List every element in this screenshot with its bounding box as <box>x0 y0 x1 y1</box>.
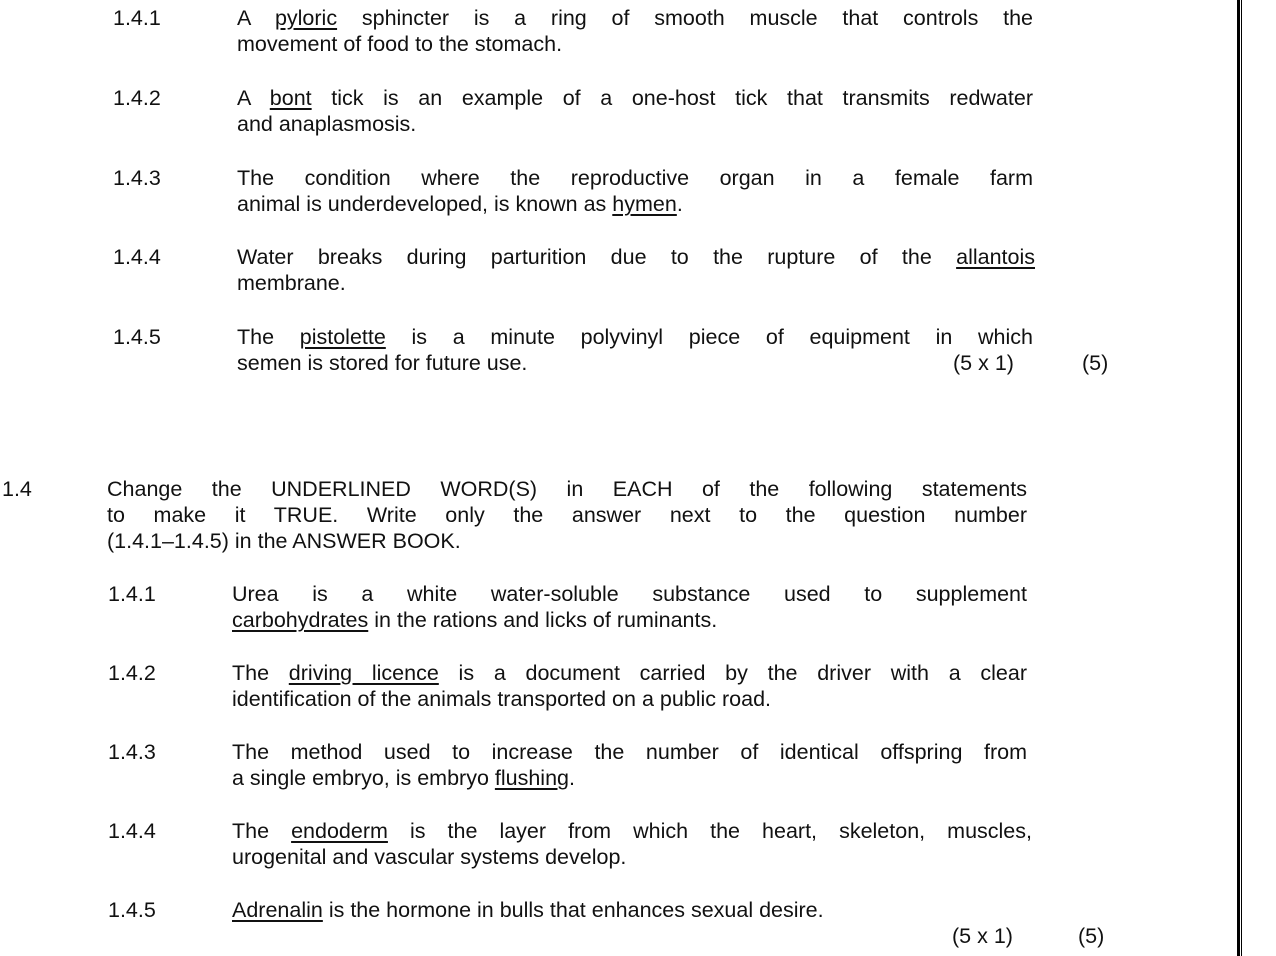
question-text <box>232 897 1027 923</box>
instruction-line: to make it TRUE. Write only the answer next to the question number <box>107 503 1027 527</box>
text-line: Water breaks during parturition due to the rupture of the allantois <box>237 245 1035 269</box>
text-line: carbohydrates in the rations and licks of ruminants. <box>232 608 718 632</box>
underlined-word: endoderm <box>291 819 388 843</box>
underlined-word: hymen <box>612 192 677 216</box>
text-line: A bont tick is an example of a one-host tick that transmits redwater <box>237 86 1033 110</box>
text-line: Adrenalin is the hormone in bulls that enhances sexual desire. <box>232 898 824 922</box>
text-line: urogenital and vascular systems develop. <box>232 845 627 869</box>
marks-total: (5) <box>1078 924 1105 948</box>
text-line: The endoderm is the layer from which the heart, skeleton, muscles, <box>232 819 1032 843</box>
question-text <box>232 818 1032 870</box>
question-number: 1.4.3 <box>108 740 156 764</box>
text-line: The pistolette is a minute polyvinyl piece of equipment in which <box>237 325 1033 349</box>
section-number: 1.4 <box>2 477 32 501</box>
question-text <box>237 165 1033 217</box>
marks-total: (5) <box>1082 351 1109 375</box>
text-line: Urea is a white water-soluble substance used to supplement <box>232 582 1027 606</box>
question-text <box>232 581 1027 633</box>
question-text <box>237 5 1033 57</box>
text-line: semen is stored for future use. <box>237 351 528 375</box>
question-number: 1.4.4 <box>113 245 161 269</box>
instruction-line: (1.4.1–1.4.5) in the ANSWER BOOK. <box>107 529 461 553</box>
text-line: The method used to increase the number of identical offspring from <box>232 740 1027 764</box>
underlined-word: pyloric <box>274 6 338 30</box>
page-border-thin <box>1241 0 1242 956</box>
question-number: 1.4.5 <box>113 325 161 349</box>
question-text <box>232 739 1027 791</box>
underlined-word: carbohydrates <box>232 608 369 632</box>
text-line: identification of the animals transported on a public road. <box>232 687 772 711</box>
text-line: The driving licence is a document carried by the driver with a clear <box>232 661 1027 685</box>
underlined-word: bont <box>269 86 312 110</box>
text-line: and anaplasmosis. <box>237 112 417 136</box>
question-number: 1.4.2 <box>113 86 161 110</box>
underlined-word: pistolette <box>299 325 386 349</box>
page-border-thick <box>1237 0 1240 956</box>
underlined-word: Adrenalin <box>232 898 323 922</box>
question-text <box>237 85 1033 137</box>
text-line: a single embryo, is embryo flushing. <box>232 766 575 790</box>
question-number: 1.4.1 <box>113 6 161 30</box>
instruction-line: Change the UNDERLINED WORD(S) in EACH of the following statements <box>107 477 1027 501</box>
text-line: movement of food to the stomach. <box>237 32 563 56</box>
question-text <box>237 324 1033 376</box>
question-number: 1.4.3 <box>113 166 161 190</box>
section-instructions <box>107 476 1027 554</box>
question-number: 1.4.5 <box>108 898 156 922</box>
underlined-word: driving licence <box>288 661 439 685</box>
question-text <box>237 244 1035 296</box>
underlined-word: allantois <box>956 245 1035 269</box>
text-line: membrane. <box>237 271 346 295</box>
text-line: The condition where the reproductive organ in a female farm <box>237 166 1033 190</box>
question-number: 1.4.4 <box>108 819 156 843</box>
marks-calculation: (5 x 1) <box>953 351 1014 375</box>
underlined-word: flushing <box>494 766 569 790</box>
question-text <box>232 660 1027 712</box>
text-line: animal is underdeveloped, is known as hymen. <box>237 192 683 216</box>
question-number: 1.4.2 <box>108 661 156 685</box>
question-number: 1.4.1 <box>108 582 156 606</box>
marks-calculation: (5 x 1) <box>952 924 1013 948</box>
text-line: A pyloric sphincter is a ring of smooth muscle that controls the <box>237 6 1033 30</box>
